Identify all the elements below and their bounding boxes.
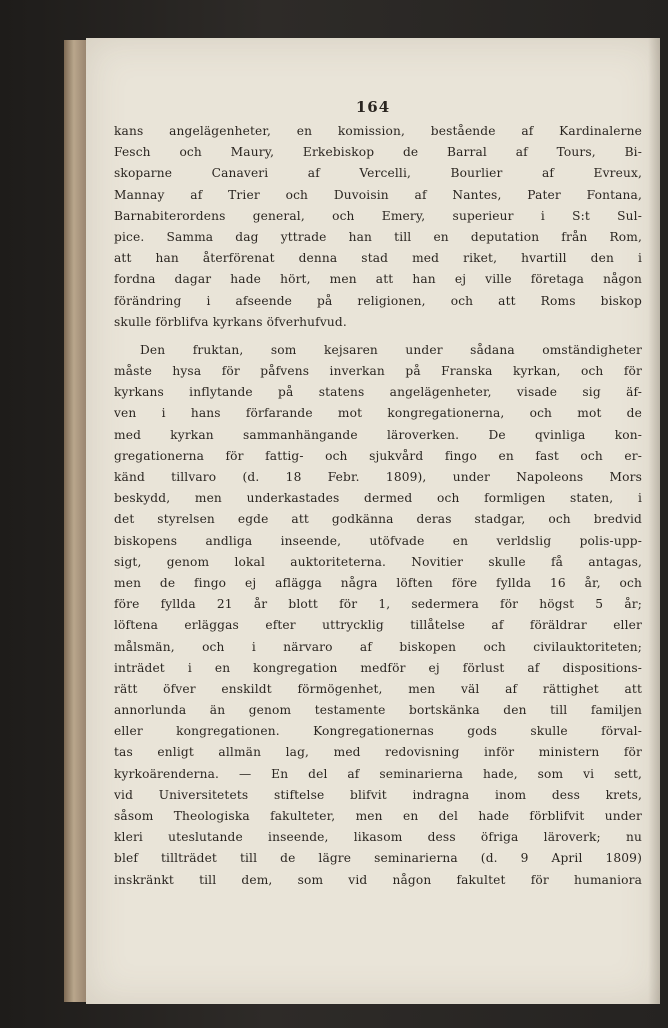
text-line: tas enligt allmän lag, med redovisning inför ministern för: [114, 745, 642, 760]
text-line: gregationerna för fattig- och sjukvård fingo en fast och er-: [114, 448, 642, 463]
text-line: fordna dagar hade hört, men att han ej ville företaga någon: [114, 272, 642, 287]
text-line: men de fingo ej aflägga några löften före fyllda 16 år, och: [114, 575, 642, 590]
text-line: skoparne Canaveri af Vercelli, Bourlier af Evreux,: [114, 166, 642, 181]
paragraph-gap: [114, 333, 642, 340]
text-line: kans angelägenheter, en komission, bestående af Kardinalerne: [114, 124, 642, 138]
text-line: sigt, genom lokal auktoriteterna. Novitier skulle få antagas,: [114, 554, 642, 569]
text-line: beskydd, men underkastades dermed och formligen staten, i: [114, 491, 642, 506]
text-line: vid Universitetets stiftelse blifvit indragna inom dess krets,: [114, 787, 642, 802]
text-line: förändring i afseende på religionen, och att Roms biskop: [114, 293, 642, 308]
text-line: inträdet i en kongregation medför ej förlust af dispositions-: [114, 660, 642, 675]
text-line: måste hysa för påfvens inverkan på Franska kyrkan, och för: [114, 364, 642, 379]
text-line: ven i hans förfarande mot kongregationerna, och mot de: [114, 406, 642, 421]
book-spine: [64, 40, 87, 1002]
text-line: att han återförenat denna stad med riket, hvartill den i: [114, 251, 642, 266]
text-line: inskränkt till dem, som vid någon fakultet för humaniora: [114, 872, 642, 887]
text-line: före fyllda 21 år blott för 1, sedermera för högst 5 år;: [114, 597, 642, 612]
page-number: 164: [355, 98, 391, 116]
text-line: biskopens andliga inseende, utöfvade en verldslig polis-upp-: [114, 533, 642, 548]
text-line: Barnabiterordens general, och Emery, superieur i S:t Sul-: [114, 208, 642, 223]
text-line: pice. Samma dag yttrade han till en deputation från Rom,: [114, 229, 642, 244]
text-line: målsmän, och i närvaro af biskopen och civilauktoriteten;: [114, 639, 642, 654]
text-line: löftena erläggas efter uttrycklig tillåtelse af föräldrar eller: [114, 618, 642, 633]
text-line: känd tillvaro (d. 18 Febr. 1809), under Napoleons Mors: [114, 470, 642, 484]
text-line: kyrkoärenderna. — En del af seminarierna hade, som vi sett,: [114, 766, 642, 781]
text-line: Den fruktan, som kejsaren under sådana omständigheter: [140, 342, 642, 357]
text-line: med kyrkan sammanhängande läroverken. De qvinliga kon-: [114, 427, 642, 442]
body-text: [114, 121, 642, 891]
text-line: Mannay af Trier och Duvoisin af Nantes, Pater Fontana,: [114, 187, 642, 202]
text-line: såsom Theologiska fakulteter, men en del hade förblifvit under: [114, 809, 642, 823]
text-line: Fesch och Maury, Erkebiskop de Barral af Tours, Bi-: [114, 145, 642, 160]
text-line: blef tillträdet till de lägre seminarierna (d. 9 April 1809): [114, 851, 642, 866]
text-line: rätt öfver enskildt förmögenhet, men väl af rättighet att: [114, 681, 642, 696]
page-edge-shadow: [648, 38, 660, 1004]
text-line: det styrelsen egde att godkänna deras stadgar, och bredvid: [114, 512, 642, 527]
text-line: eller kongregationen. Kongregationernas gods skulle förval-: [114, 724, 642, 739]
text-line: annorlunda än genom testamente bortskänka den till familjen: [114, 703, 642, 718]
text-line: skulle förblifva kyrkans öfverhufvud.: [114, 314, 347, 329]
text-line: kleri uteslutande inseende, likasom dess öfriga läroverk; nu: [114, 830, 642, 845]
text-line: kyrkans inflytande på statens angelägenheter, visade sig äf-: [114, 385, 642, 400]
